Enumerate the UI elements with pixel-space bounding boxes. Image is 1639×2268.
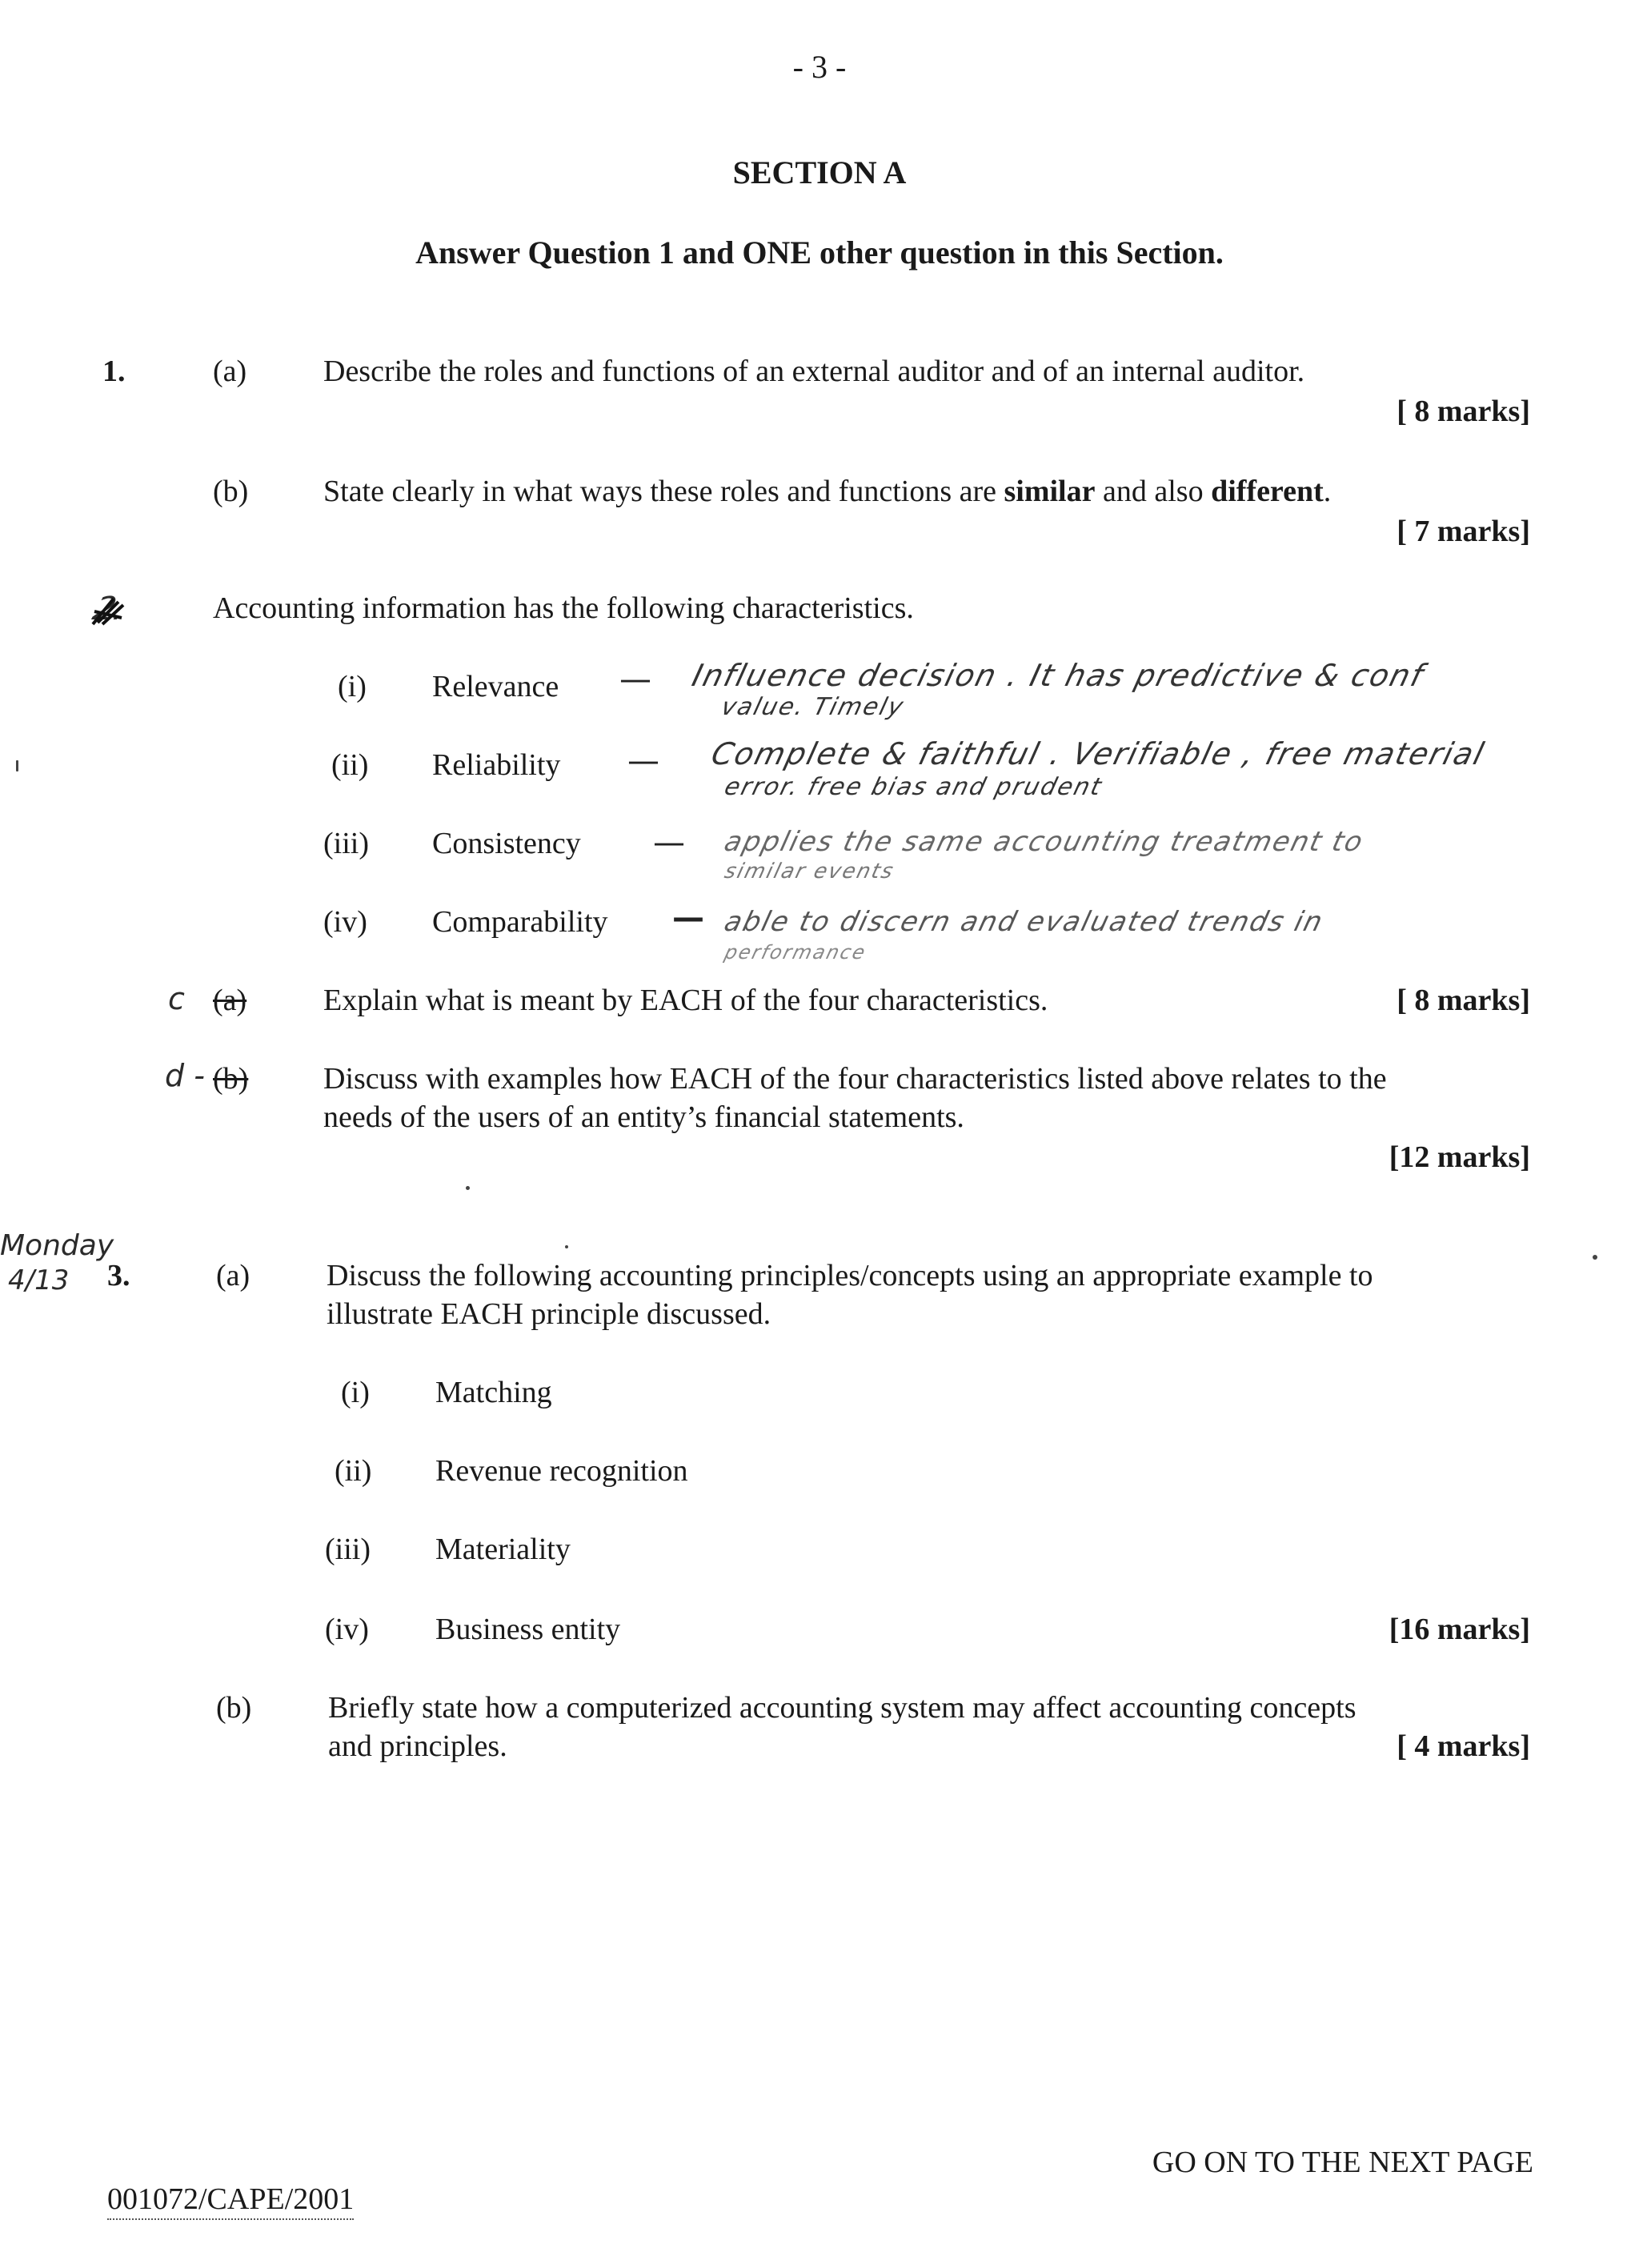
handwritten-note-relevance: Influence decision . It has predictive & conf: [688, 658, 1429, 693]
question-3-handwritten-note: Monday: [0, 1229, 114, 1262]
question-1a-text: Describe the roles and functions of an external auditor and of an internal auditor.: [323, 355, 1305, 388]
handwritten-note-consistency: applies the same accounting treatment to: [721, 826, 1368, 858]
question-1a-marks: [ 8 marks]: [1397, 395, 1530, 428]
question-3b-text-line1: Briefly state how a computerized accounting system may affect accounting concepts: [328, 1691, 1356, 1725]
question-2-item-iii-label: (iii): [323, 827, 369, 860]
question-2a-text: Explain what is meant by EACH of the four characteristics.: [323, 984, 1048, 1017]
question-2-item-i-text: Relevance: [432, 670, 559, 703]
question-1b-label: (b): [213, 475, 249, 508]
question-1b-text-post: .: [1323, 475, 1332, 508]
handwritten-note-reliability-2: error. free bias and prudent: [721, 773, 1106, 801]
question-3a-item-iii-label: (iii): [325, 1533, 371, 1566]
page-number: - 3 -: [792, 49, 847, 85]
question-3a-item-ii-text: Revenue recognition: [435, 1454, 688, 1488]
question-2b-marks: [12 marks]: [1389, 1140, 1530, 1174]
dash-mark: —: [627, 743, 659, 779]
question-2-item-ii-label: (ii): [331, 748, 369, 782]
question-2b-text-line2: needs of the users of an entity’s financial statements.: [323, 1100, 964, 1134]
question-2b-handwritten-label: d -: [165, 1058, 205, 1093]
question-2-item-iv-label: (iv): [323, 905, 367, 939]
question-2a-label: (a): [213, 984, 247, 1017]
question-3a-text-line2: illustrate EACH principle discussed.: [327, 1297, 771, 1331]
scan-speck: [565, 1245, 568, 1248]
dash-mark: —: [672, 900, 704, 936]
question-2b-label: (b): [213, 1062, 249, 1096]
go-on-to-next-page: GO ON TO THE NEXT PAGE: [1152, 2146, 1533, 2179]
question-3a-item-iv-label: (iv): [325, 1613, 369, 1646]
question-1b-text-pre: State clearly in what ways these roles and functions are: [323, 475, 1004, 508]
section-title: SECTION A: [732, 154, 907, 190]
handwritten-note-consistency-2: similar events: [722, 860, 897, 884]
question-2-item-iv-text: Comparability: [432, 905, 608, 939]
question-3b-text-line2: and principles.: [328, 1729, 507, 1763]
question-1-number: 1.: [102, 355, 126, 388]
question-3a-item-i-text: Matching: [435, 1376, 552, 1409]
question-2a-marks: [ 8 marks]: [1397, 984, 1530, 1017]
question-2a-handwritten-label: c: [168, 981, 185, 1016]
question-3b-label: (b): [216, 1691, 252, 1725]
question-1b-similar: similar: [1004, 475, 1096, 508]
scan-speck: [16, 760, 18, 771]
question-1a-label: (a): [213, 355, 247, 388]
question-3a-item-i-label: (i): [341, 1376, 370, 1409]
question-3a-label: (a): [216, 1259, 250, 1292]
question-2-item-ii-text: Reliability: [432, 748, 561, 782]
question-3-number: 3.: [107, 1259, 130, 1292]
dash-mark: —: [619, 661, 651, 698]
question-2-number-handwritten: 2.: [88, 591, 131, 627]
question-1b-different: different: [1211, 475, 1324, 508]
question-3a-item-ii-label: (ii): [335, 1454, 372, 1488]
handwritten-note-comparability: able to discern and evaluated trends in: [721, 906, 1328, 938]
handwritten-note-comparability-2: performance: [722, 941, 869, 964]
question-2-scribble: [90, 594, 130, 629]
paper-code: 001072/CAPE/2001: [107, 2182, 354, 2220]
question-2-item-i-label: (i): [338, 670, 367, 703]
question-3a-text-line1: Discuss the following accounting principles/concepts using an appropriate example to: [327, 1259, 1373, 1292]
question-1b-marks: [ 7 marks]: [1397, 515, 1530, 548]
question-3a-marks: [16 marks]: [1389, 1613, 1530, 1646]
scan-speck: [1593, 1255, 1597, 1260]
question-2-item-iii-text: Consistency: [432, 827, 581, 860]
question-2b-text-line1: Discuss with examples how EACH of the four characteristics listed above relates to the: [323, 1062, 1387, 1096]
question-1b-text-mid: and also: [1095, 475, 1212, 508]
question-3-handwritten-note-2: 4/13: [8, 1264, 70, 1296]
question-3a-item-iii-text: Materiality: [435, 1533, 571, 1566]
section-instruction: Answer Question 1 and ONE other question in this Section.: [415, 234, 1224, 270]
handwritten-note-relevance-2: value. Timely: [718, 693, 908, 721]
question-3b-marks: [ 4 marks]: [1397, 1729, 1530, 1763]
scan-speck: [466, 1186, 470, 1190]
dash-mark: —: [653, 824, 685, 861]
question-1b-text: [323, 474, 1331, 509]
question-2-intro: Accounting information has the following characteristics.: [213, 591, 914, 625]
handwritten-note-reliability: Complete & faithful . Verifiable , free material: [707, 736, 1489, 771]
question-3a-item-iv-text: Business entity: [435, 1613, 621, 1646]
